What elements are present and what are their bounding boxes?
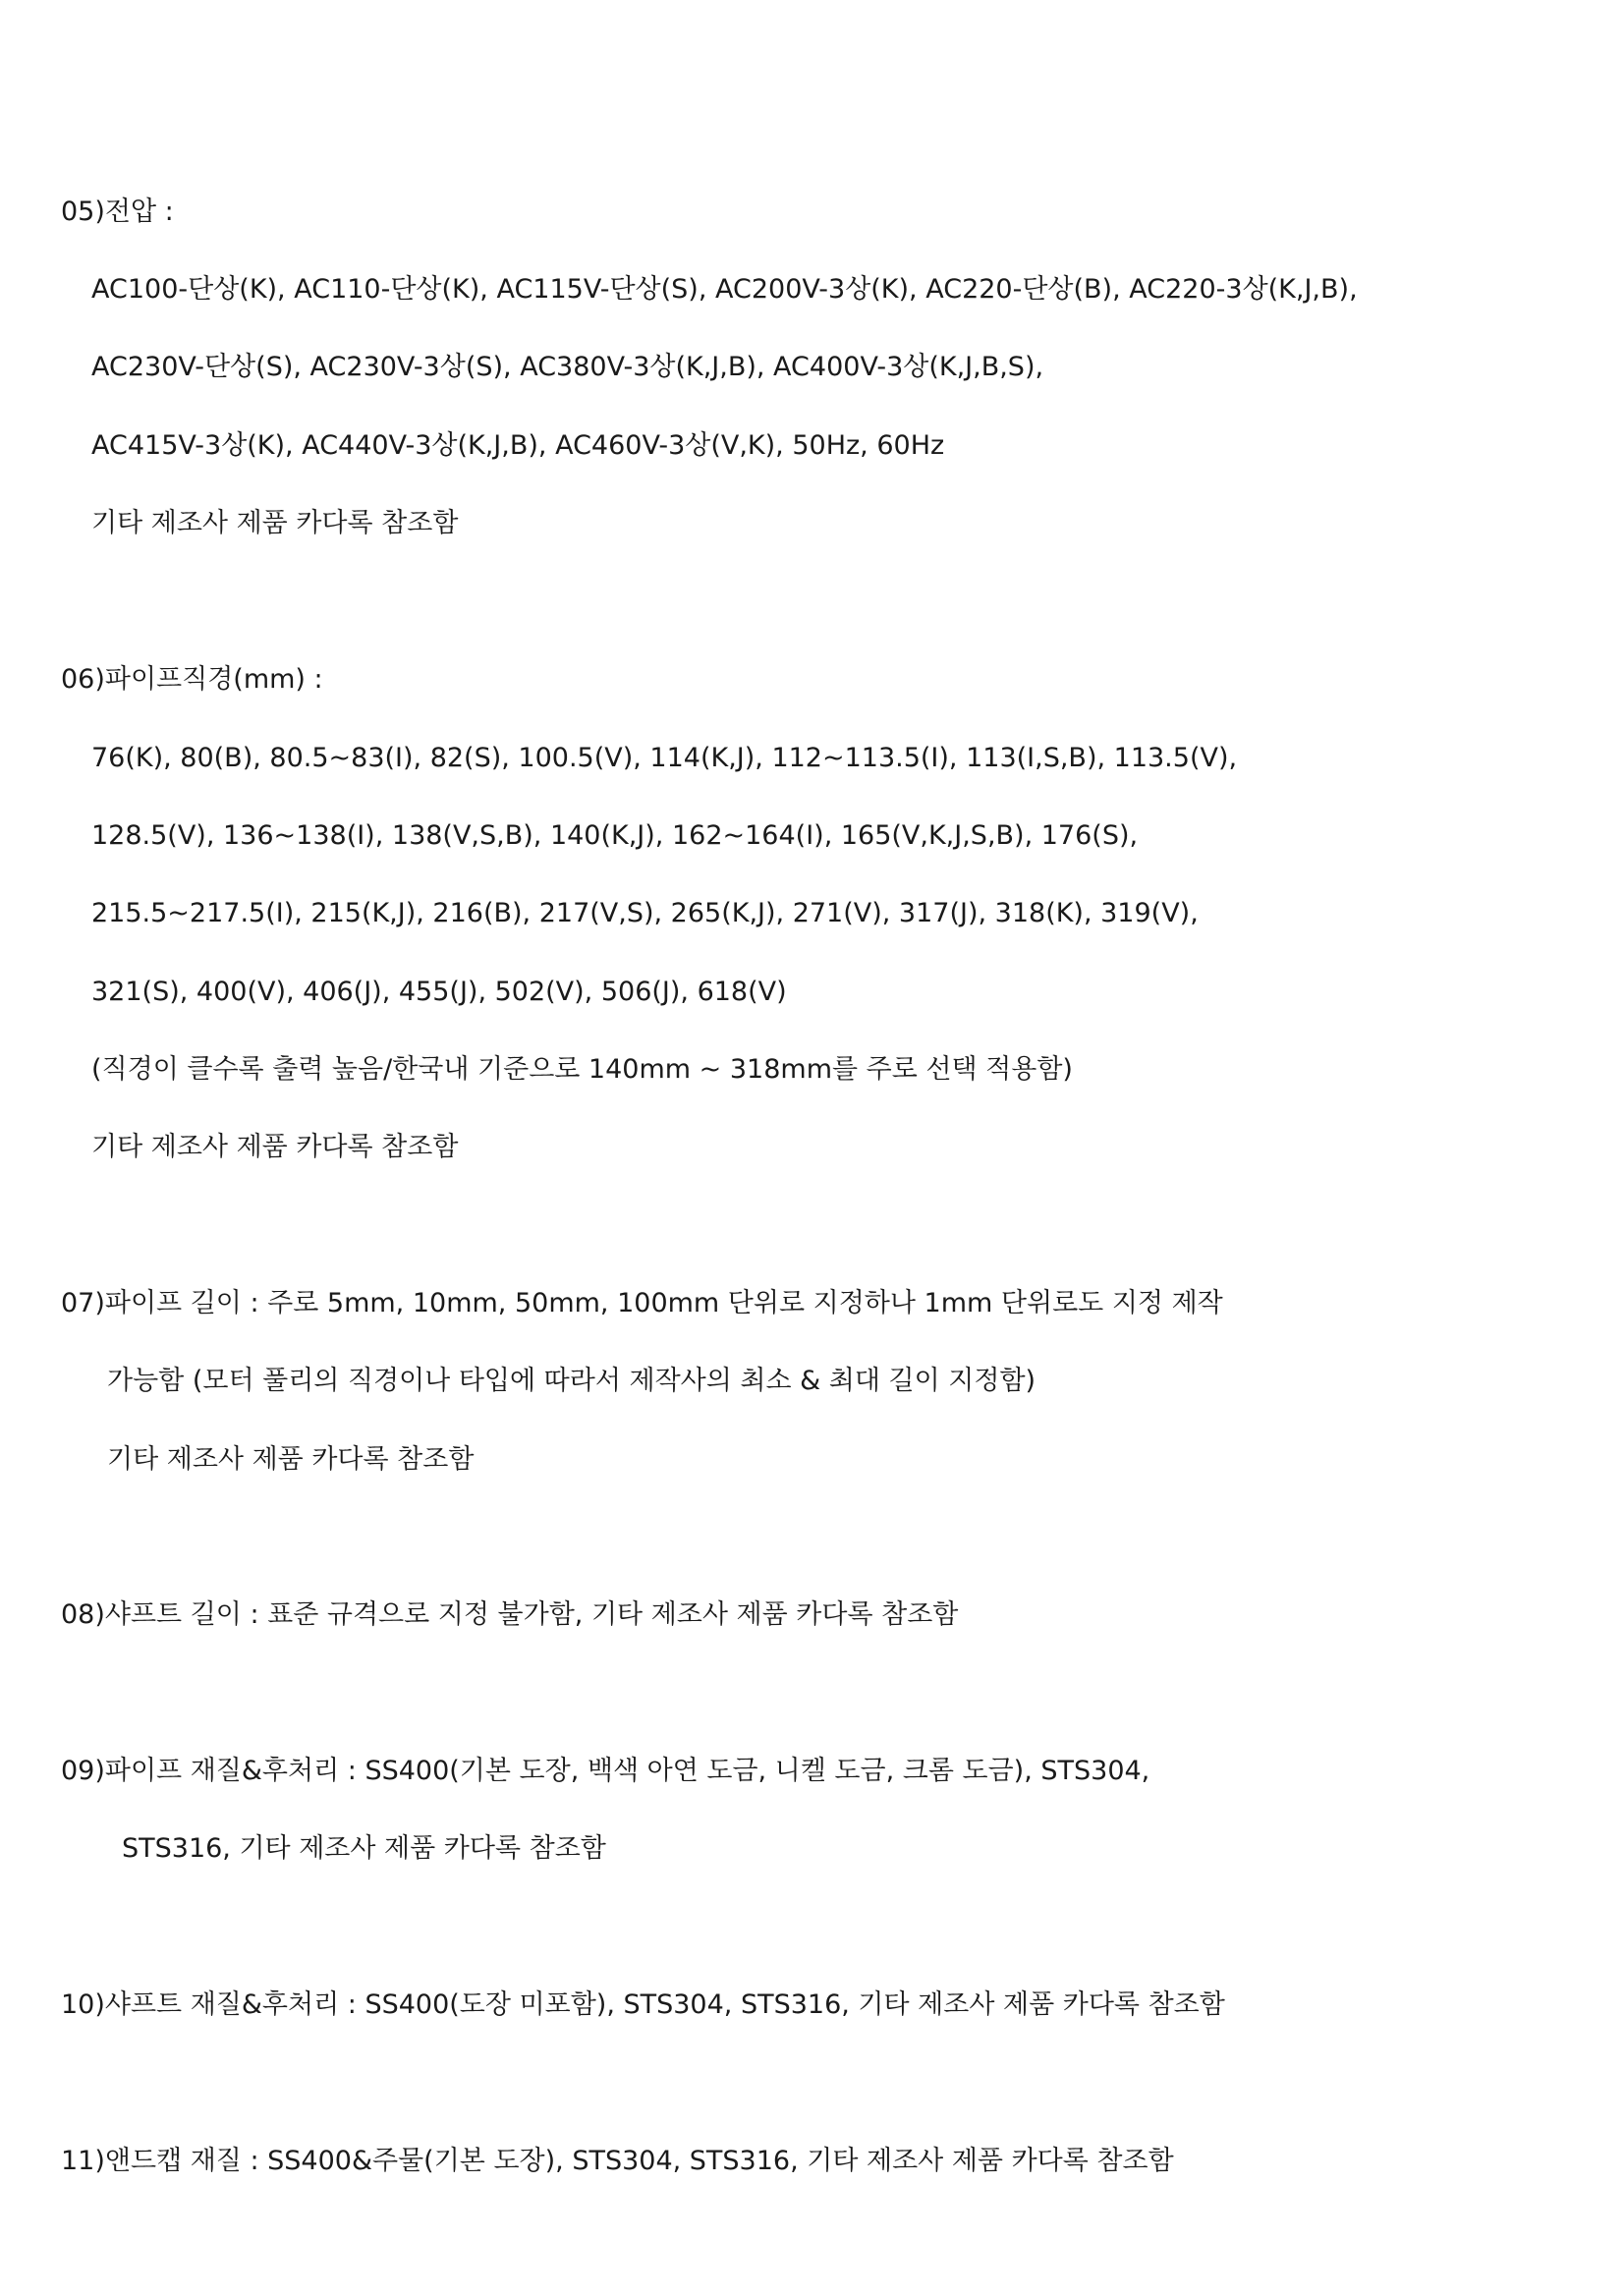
section-05-line-4: 기타 제조사 제품 카다록 참조함 (91, 508, 459, 538)
section-07-line-2: 기타 제조사 제품 카다록 참조함 (107, 1444, 475, 1475)
section-06-line-5: (직경이 클수록 출력 높음/한국내 기준으로 140mm ~ 318mm를 주로 선택 적용함) (91, 1054, 1073, 1085)
section-06-heading: 06)파이프직경(mm) : (61, 664, 323, 695)
section-05-line-3: AC415V-3상(K), AC440V-3상(K,J,B), AC460V-3상(V,K), 50Hz, 60Hz (91, 430, 945, 461)
section-09-line-1: STS316, 기타 제조사 제품 카다록 참조함 (122, 1833, 606, 1864)
section-06-line-4: 321(S), 400(V), 406(J), 455(J), 502(V), 506(J), 618(V) (91, 977, 787, 1007)
section-07-heading: 07)파이프 길이 : 주로 5mm, 10mm, 50mm, 100mm 단위로 지정하나 1mm 단위로도 지정 제작 (61, 1288, 1223, 1318)
section-06-line-2: 128.5(V), 136~138(I), 138(V,S,B), 140(K,J), 162~164(I), 165(V,K,J,S,B), 176(S), (91, 820, 1139, 851)
section-06-line-6: 기타 제조사 제품 카다록 참조함 (91, 1132, 459, 1162)
section-05-heading: 05)전압 : (61, 196, 174, 227)
section-08-heading: 08)샤프트 길이 : 표준 규격으로 지정 불가함, 기타 제조사 제품 카다록 참조함 (61, 1599, 959, 1630)
section-06-line-1: 76(K), 80(B), 80.5~83(I), 82(S), 100.5(V), 114(K,J), 112~113.5(I), 113(I,S,B), 113.5(V), (91, 743, 1238, 773)
section-05-line-2: AC230V-단상(S), AC230V-3상(S), AC380V-3상(K,J,B), AC400V-3상(K,J,B,S), (91, 352, 1044, 382)
section-10-heading: 10)샤프트 재질&후처리 : SS400(도장 미포함), STS304, STS316, 기타 제조사 제품 카다록 참조함 (61, 1989, 1225, 2020)
section-07-line-1: 가능함 (모터 풀리의 직경이나 타입에 따라서 제작사의 최소 & 최대 길이 지정함) (107, 1366, 1036, 1396)
section-06-line-3: 215.5~217.5(I), 215(K,J), 216(B), 217(V,S), 265(K,J), 271(V), 317(J), 318(K), 319(V), (91, 898, 1199, 928)
section-09-heading: 09)파이프 재질&후처리 : SS400(기본 도장, 백색 아연 도금, 니켈 도금, 크롬 도금), STS304, (61, 1756, 1150, 1786)
section-05-line-1: AC100-단상(K), AC110-단상(K), AC115V-단상(S), AC200V-3상(K), AC220-단상(B), AC220-3상(K,J,B), (91, 274, 1358, 305)
section-11-heading: 11)앤드캡 재질 : SS400&주물(기본 도장), STS304, STS316, 기타 제조사 제품 카다록 참조함 (61, 2146, 1174, 2176)
